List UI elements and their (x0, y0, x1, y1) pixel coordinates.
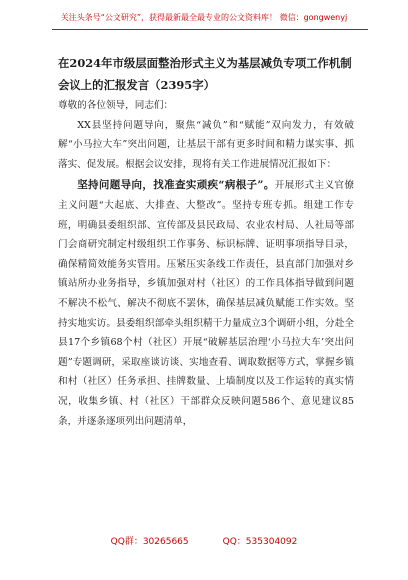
document-title: 在2024年市级层面整治形式主义为基层减负专项工作机制会议上的汇报发言（2395字） (58, 56, 352, 92)
footer-qq-group: QQ群：30265665 (110, 537, 189, 547)
footer-qq: QQ：535304092 (222, 537, 298, 547)
intro-paragraph: XX县坚持问题导向，聚焦“减负”和“赋能”双向发力，有效破解“小马拉大车”突出问题，让基层干部有更多时间和精力谋实事、抓落实、促发展。根据会议安排，现将有关工作进展情况汇报如下： (58, 119, 354, 170)
header-divider (52, 29, 368, 30)
header-promo-text: 关注头条号“公文研究”，获得最新最全最专业的公文资料库！ 微信：gongwenyj (60, 13, 348, 22)
document-body (58, 52, 354, 431)
section-1-paragraph (58, 176, 354, 431)
section-1-body: 开展形式主义官僚主义问题“大起底、大排查、大整改”。坚持专班专抓。组建工作专班，明确县委组织部、宣传部及县民政局、农业农村局、人社局等部门会商研究制定村级组织工作事务、标识标牌、证明事项指导目录，确保精简效能务实管用。压紧压实条线工作责任，县直部门加强对乡镇站所办业务指导，乡镇加强对村（社区）的工作具体指导做到问题不解决不松气、解决不彻底不罢休，确保基层减负赋能工作实效。坚持实地实访。县委组织部牵头组织精干力量成立3个调研小组，分赴全县17个乡镇68个村（社区）开展“破解基层治理‘小马拉大车’突出问题”专题调研，采取座谈访谈、实地查看、调取数据等方式，掌握乡镇和村（社区）任务承担、挂牌数量、上墙制度以及工作运转的真实情况，收集乡镇、村（社区）干部群众反映问题586个、意见建议85条，并逐条逐项列出问题清单， (58, 180, 354, 427)
footer-contact (0, 534, 408, 547)
section-1-heading: 坚持问题导向，找准查实顽疾“病根子”。 (77, 179, 275, 192)
salutation: 尊敬的各位领导，同志们： (58, 100, 174, 111)
